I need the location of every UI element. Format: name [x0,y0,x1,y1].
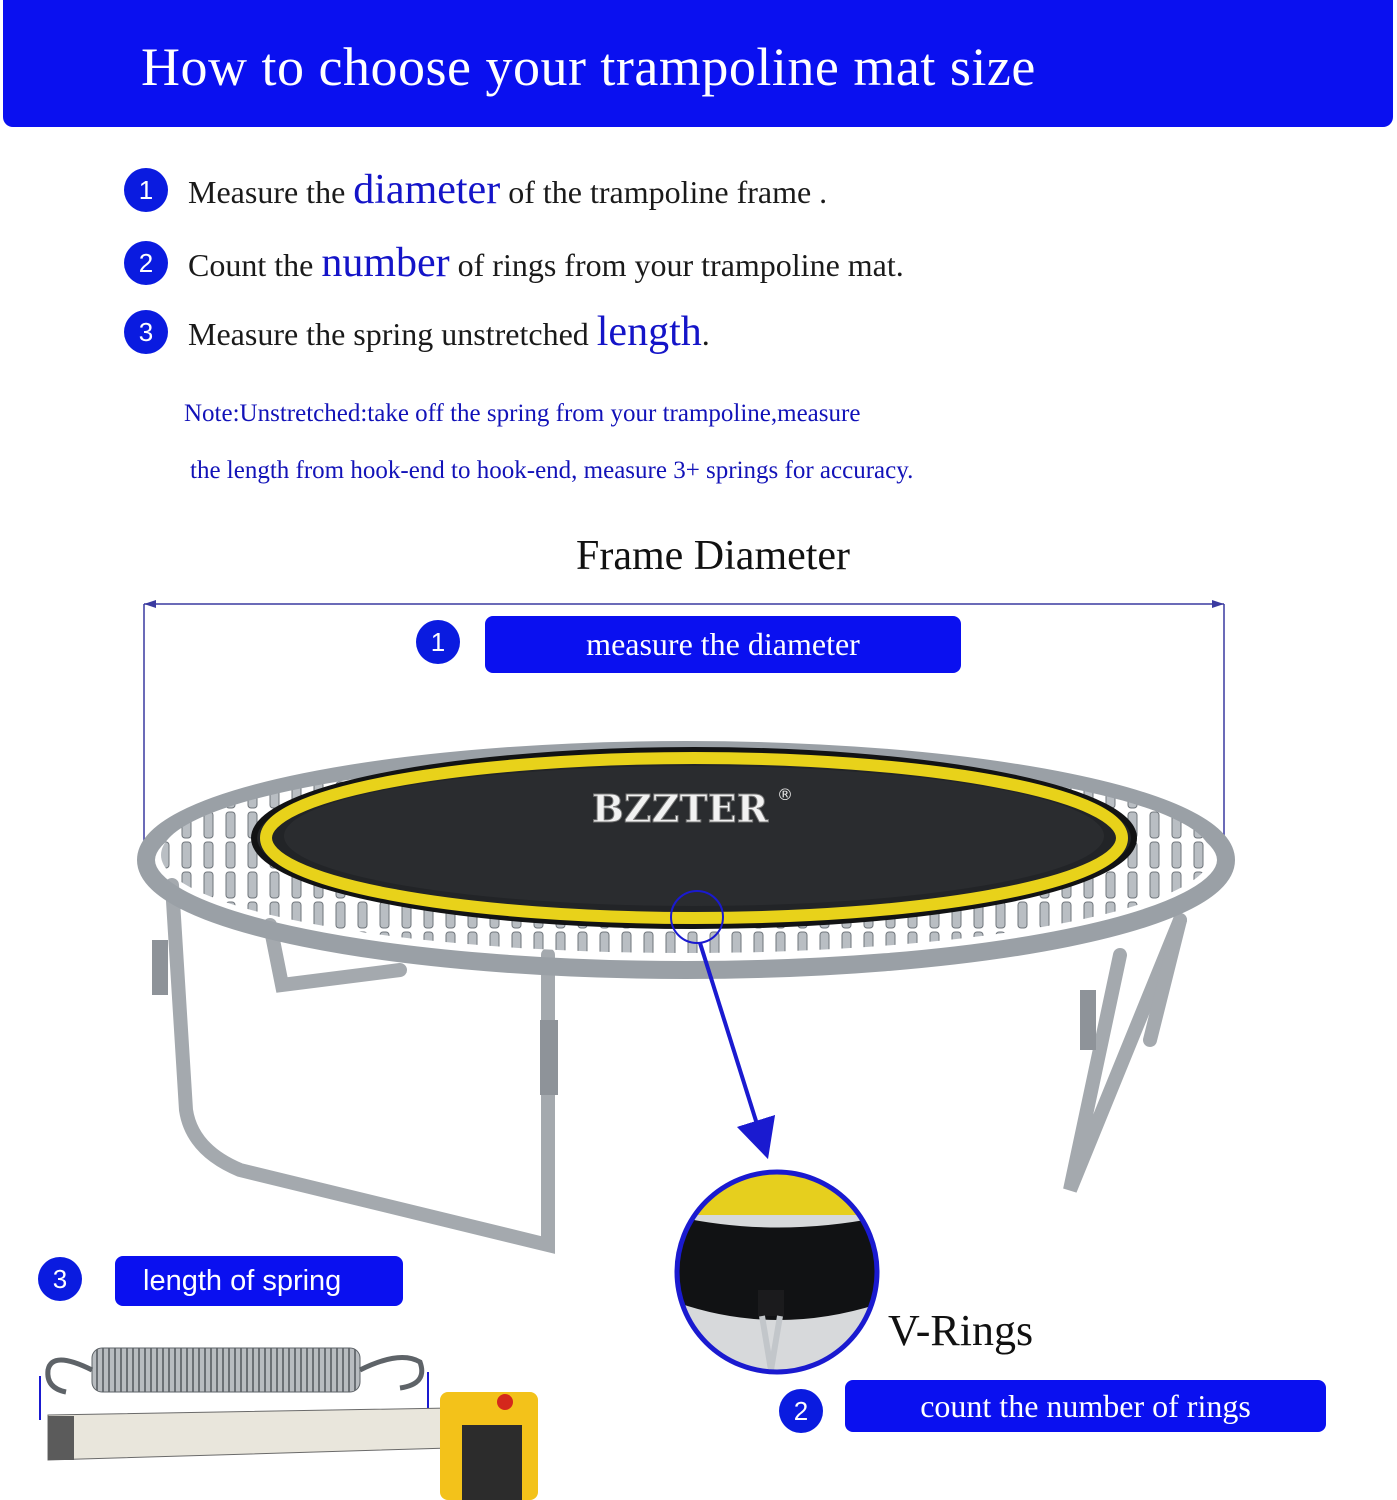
rings-step-badge: 2 [779,1389,823,1433]
step-highlight: diameter [353,167,501,213]
vrings-label: V-Rings [888,1306,1034,1355]
step-text: Measure the spring unstretched length. [188,309,710,355]
step-number-badge: 3 [124,310,168,354]
brand-logo: BZZTER [591,786,769,831]
measure-diameter-label: measure the diameter [485,616,961,673]
step-highlight: length [596,309,702,355]
step-number-badge: 1 [124,168,168,212]
step-text: Count the number of rings from your trampoline mat. [188,240,904,286]
count-rings-label: count the number of rings [845,1380,1326,1432]
spring-length-label: length of spring [115,1256,403,1306]
note-line-1: Note:Unstretched:take off the spring from your trampoline,measure [184,400,861,427]
vring-zoom-inset [670,1170,890,1380]
step-text: Measure the diameter of the trampoline frame . [188,167,828,213]
tape-measure [48,1392,538,1500]
diameter-step-badge: 1 [416,620,460,664]
note-line-2: the length from hook-end to hook-end, measure 3+ springs for accuracy. [190,457,914,484]
spring-step-badge: 3 [38,1257,82,1301]
frame-diameter-label: Frame Diameter [576,533,851,579]
step-highlight: number [321,240,450,286]
registered-mark: ® [777,785,793,804]
page-title: How to choose your trampoline mat size [141,37,1036,97]
step-number-badge: 2 [124,241,168,285]
